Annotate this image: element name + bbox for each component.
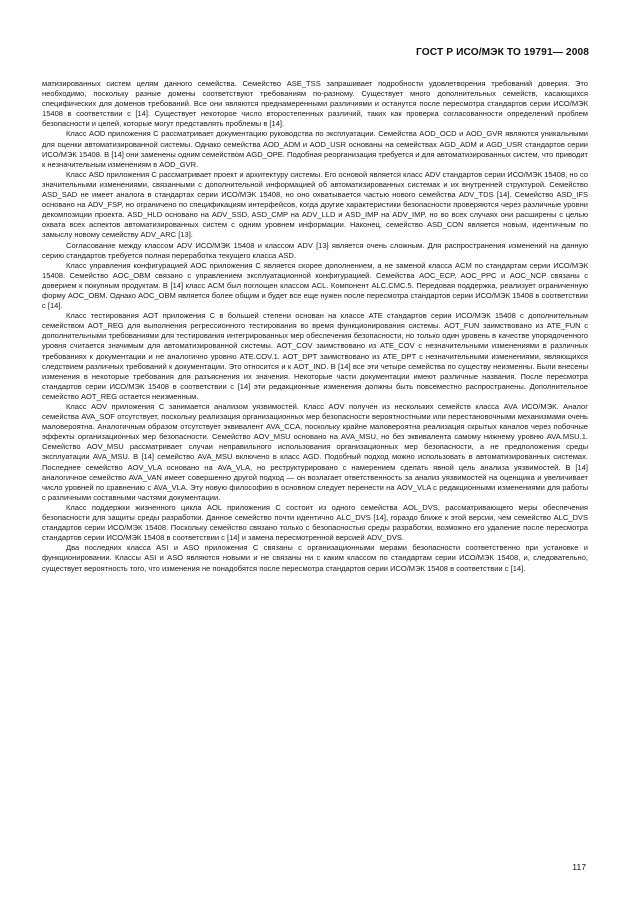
- paragraph-aov: Класс AOV приложения С занимается анализом уязвимостей. Класс AOV получен из нескольких семейств класса AVA ИСО/МЭК. Аналог семейства AVA_SOF отсутствует, поскольку реализация организационных мер безопасности вероятностными или перестановочными механизмами очень маловероятна. Аналогичным образом отсутствует эквивалент AVA_CCA, поскольку крайне маловероятна реализация скрытых каналов через побочные эффекты организационных мер безопасности. Семейство AOV_MSU основано на AVA_MSU, но без эквивалента самому нижнему уровню AVA.MSU.1. Семейство AOV_MSU рассматривает случаи неправильного использования организационных мер безопасности, а не предположения среды эксплуатации AVA_MSU. В [14] семейство AVA_MSU включено в класс AGD. Подобный подход можно использовать в автоматизированных системах. Последнее семейство AOV_VLA основано на AVA_VLA, но реструктурировано с намерением сделать явной цель анализа уязвимостей. В [14] аналогичное семейство AVA_VAN имеет совершенно другой подход — он возлагает ответственность за анализ уязвимостей на оценщика и увеличивает число уровней по сравнению с AVA_VLA. Эту новую философию в основном следует перенести на AOV_VLA с редакционными изменениями для работы с различными составными частями документации.: [42, 402, 588, 502]
- paragraph-asd: Класс ASD приложения С рассматривает проект и архитектуру системы. Его основой является класс ADV стандартов серии ИСО/МЭК 15408, но со значительными изменениями, связанными с дополнительной информацией об автоматизированных системах и их внутренней структурой. Семейство ASD_SAD не имеет аналога в стандартах серии ИСО/МЭК 15408, но оно охватывается частью нового семейства ADV_TDS [14]. Семейство ASD_IFS основано на ADV_FSP, но ограничено по спецификациям интерфейсов, когда другие характеристики безопасности проверяются через различные уровни декомпозиции проекта. ASD_HLD основано на ADV_SSD, ASD_CMP на ADV_LLD и ASD_IMP на ADV_IMP, но во всех случаях они расширены с целью охвата всех аспектов автоматизированных систем с одним уровнем информации. Наконец, семейство ASD_CON является новым, идентичным по замыслу новому семейству ADV_ARC [13].: [42, 169, 588, 240]
- paragraph-aol: Класс поддержки жизненного цикла AOL приложения С состоит из одного семейства AOL_DVS, рассматривающего меры обеспечения безопасности для защиты среды разработки. Данное семейство почти идентично ALC_DVS [14], гораздо ближе к этой версии, чем семейство ALC_DVS стандартов серии ИСО/МЭК 15408. Поскольку семейство связано только с безопасностью среды разработки, возможно его удаление после пересмотра стандартов серии ИСО/МЭК 15408 в соответствии с [14] и замена пересмотренной версией ADV_DVS.: [42, 502, 588, 543]
- standard-code-header: ГОСТ Р ИСО/МЭК ТО 19791— 2008: [416, 47, 589, 58]
- paragraph-aot: Класс тестирования AOT приложения С в большей степени основан на классе ATE стандартов серии ИСО/МЭК 15408 с дополнительным семейством AOT_REG для выполнения регрессионного тестирования во время функционирования системы. AOT_FUN заимствовано из ATE_FUN с дополнительными требованиями для тестирования интегрированных мер обеспечения безопасности, но только один уровень в качестве упорядоченного уровня считается значимым для автоматизированной системы. AOT_COV заимствовано из ATE_COV с незначительными изменениями в различных требованиях к документации и не аналогично уровню ATE.COV.1. AOT_DPT заимствовано из ATE_DPT с незначительными изменениями, являющихся следствием различных требований к документации. Это относится и к AOT_IND. В [14] все эти четыре семейства по существу неизменны. Были внесены изменения в некоторые требования для разъяснения их значения. Некоторые части документации имеют различные названия. После пересмотра стандартов серии ИСО/МЭК 15408 в соответствии с [14] эти редакционные изменения должны быть повсеместно распространены. Дополнительное семейство AOT_REG остается неизменным.: [42, 311, 588, 401]
- body-text: [42, 79, 588, 574]
- page-number: 117: [572, 862, 586, 872]
- paragraph-continuation: матизированных систем целям данного семейства. Семейство ASE_TSS запрашивает подробности удовлетворения требований доверия. Это необходимо, поскольку разные домены соответствуют требованиям по-разному. Существует много дополнительных семейств, касающихся специфических для доменов требований. Все они являются преднамеренными различиями и останутся после пересмотра стандартов серии ИСО/МЭК 15408 в соответствии с [14]. Существует некоторое число второстепенных различий, таких как проверка согласованности определений проблем безопасности и целей, которые могут представлять проблемы в [14].: [42, 79, 588, 129]
- paragraph-asi-aso: Два последних класса ASI и ASO приложения С связаны с организационными мерами безопасности соответственно при установке и функционировании. Классы ASI и ASO являются новыми и не связаны ни с каким классом по стандартам серии ИСО/МЭК 15408, и, следовательно, существует вероятность того, что изменения не понадобятся после пересмотра стандартов серии ИСО/МЭК 15408 в соответствии с [14].: [42, 543, 588, 573]
- paragraph-adv-alignment: Согласование между классом ADV ИСО/МЭК 15408 и классом ADV [13] является очень сложным. Для распространения изменений на данную серию стандартов требуется полная переработка текущего класса ASD.: [42, 240, 588, 260]
- paragraph-aod: Класс AOD приложения С рассматривает документацию руководства по эксплуатации. Семейства AOD_OCD и AOD_GVR являются уникальными для оценки автоматизированной системы. Однако семейства AOD_ADM и AOD_USR основаны на семействах AGD_ADM и AGD_USR стандартов серии ИСО/МЭК 15408. В [14] они заменены одним семейством AGD_OPE. Подобная реорганизация требуется и для автоматизированных систем, что приводит к незначительным изменениям в AOD_GVR.: [42, 129, 588, 169]
- paragraph-aoc: Класс управления конфигурацией AOC приложения С является скорее дополнением, а не заменой класса ACM по стандартам серии ИСО/МЭК 15408. Семейство AOC_OBM связано с управлением эксплуатационной конфигурацией. Семейства AOC_ECP, AOC_PPC и AOC_NCP связаны с доверием к покупным продуктам. В [14] класс ACM был поглощен классом ACL. Компонент ALC.CMC.5. Передовая поддержка, реализует ограниченную форму AOC_OBM. Однако AOC_OBM является более общим и будет все еще нужен после пересмотра стандартов серии ИСО/МЭК 15408 в соответствии с [14].: [42, 260, 588, 311]
